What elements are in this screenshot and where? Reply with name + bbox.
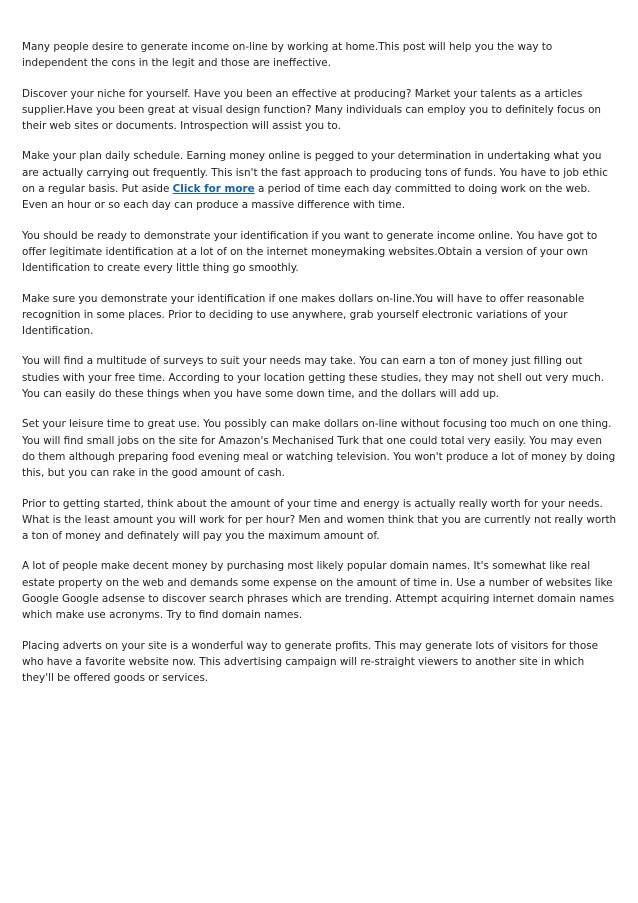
paragraph-5: Make sure you demonstrate your identification if one makes dollars on-line.You will have to offer reasonable recognition in some places. Prior to deciding to use anywhere, grab yourself electronic variations of your Identification. — [22, 292, 585, 338]
article-body — [22, 39, 618, 701]
paragraph-7: Set your leisure time to great use. You possibly can make dollars on-line without focusing too much on one thing. You will find small jobs on the site for Amazon's Mechanised Turk that one could total very easily. You may even do them although preparing food evening meal or watching television. You won't produce a lot of money by doing this, but you can rake in the good amount of cash. — [22, 418, 616, 480]
paragraph-8: Prior to getting started, think about the amount of your time and energy is actually really worth for your needs. What is the least amount you will work for per hour? Men and women think that you are currently not really worth a ton of money and definately will pay you the maximum amount of. — [22, 497, 617, 543]
paragraph-3 — [22, 148, 618, 213]
click-for-more-link[interactable]: Click for more — [172, 183, 255, 196]
paragraph-6: You will find a multitude of surveys to suit your needs may take. You can earn a ton of money just filling out studies with your free time. According to your location getting these studies, they may not shell out very much. You can easily do these things when you have some down time, and the dollars will add up. — [22, 355, 605, 401]
paragraph-9: A lot of people make decent money by purchasing most likely popular domain names. It's somewhat like real estate property on the web and demands some expense on the amount of time in. Use a number of websites like Google Google adsense to discover search phrases which are trending. Attempt acquiring internet domain names which make use acronyms. Try to find domain names. — [22, 560, 615, 622]
paragraph-3-text-before: Make your plan daily schedule. Earning money online is pegged to your determination in undertaking what you are actually carrying out frequently. This isn't the fast approach to producing tons of funds. You have to job ethic on a regular basis. Put aside — [22, 150, 608, 196]
paragraph-1: Many people desire to generate income on-line by working at home.This post will help you the way to independent the cons in the legit and those are ineffective. — [22, 41, 553, 70]
paragraph-3-text-after: a period of time each day committed to doing work on the web. Even an hour or so each day can produce a massive difference with time. — [22, 183, 591, 212]
paragraph-10: Placing adverts on your site is a wonderful way to generate profits. This may generate lots of visitors for those who have a favorite website now. This advertising campaign will re-straight viewers to another site in which they'll be offered goods or services. — [22, 639, 598, 685]
paragraph-2: Discover your niche for yourself. Have you been an effective at producing? Market your talents as a articles supplier.Have you been great at visual design function? Many individuals can employ you to definitely focus on their web sites or documents. Introspection will assist you to. — [22, 87, 602, 133]
paragraph-4: You should be ready to demonstrate your identification if you want to generate income online. You have got to offer legitimate identification at a lot of on the internet moneymaking websites.Obtain a version of your own Identification to create every little thing go smoothly. — [22, 229, 598, 275]
